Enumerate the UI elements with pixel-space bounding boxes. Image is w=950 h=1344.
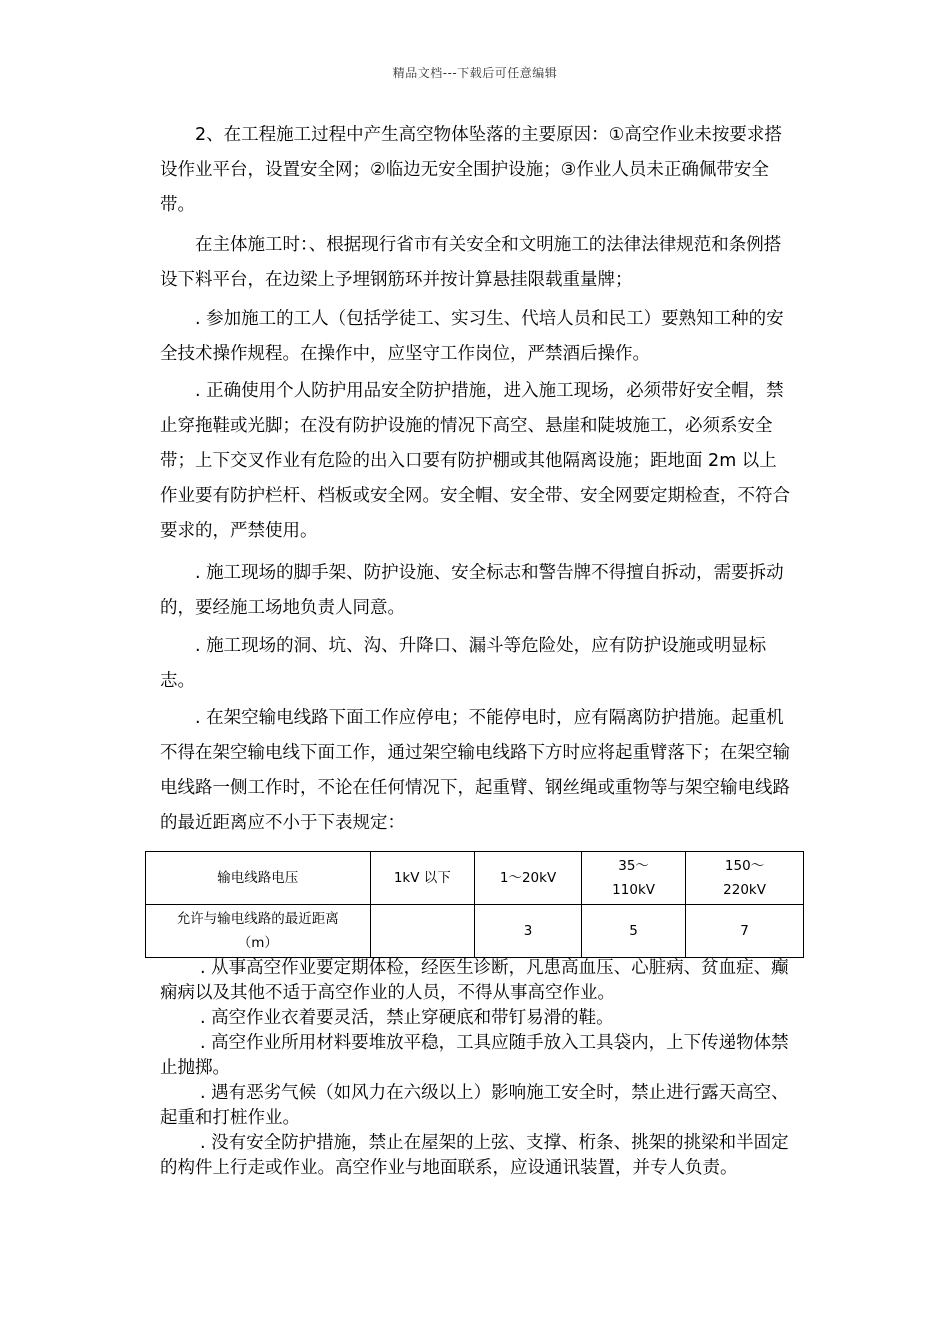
table-header-row — [146, 852, 804, 905]
table-cell: 5 — [582, 905, 686, 958]
table-cell: 允许与输电线路的最近距离 （m） — [146, 905, 371, 958]
table-cell — [370, 905, 474, 958]
paragraph: . 遇有恶劣气候（如风力在六级以上）影响施工安全时，禁止进行露天高空、起重和打桩作业。 — [160, 1083, 789, 1128]
table-row — [146, 905, 804, 958]
paragraph: 2、在工程施工过程中产生高空物体坠落的主要原因：①高空作业未按要求搭设作业平台，设置安全网；②临边无安全围护设施；③作业人员未正确佩带安全带。 — [160, 125, 782, 215]
table-cell: 35～ 110kV — [582, 852, 686, 905]
paragraph: . 施工现场的洞、坑、沟、升降口、漏斗等危险处，应有防护设施或明显标志。 — [160, 636, 767, 691]
paragraph: . 正确使用个人防护用品安全防护措施，进入施工现场，必须带好安全帽，禁止穿拖鞋或光脚；在没有防护设施的情况下高空、悬崖和陡坡施工，必须系安全带；上下交叉作业有危险的出入口要有防护棚或其他隔离设施；距地面 2m 以上作业要有防护栏杆、档板或安全网。安全帽、安全带、安全网要定期检查，不符合要求的，严禁使用。 — [160, 381, 790, 541]
paragraph: . 施工现场的脚手架、防护设施、安全标志和警告牌不得擅自拆动，需要拆动的，要经施工场地负责人同意。 — [160, 563, 784, 618]
table-cell: 1kV 以下 — [370, 852, 474, 905]
table-cell: 150～ 220kV — [686, 852, 804, 905]
table-cell: 3 — [475, 905, 582, 958]
paragraph: . 参加施工的工人（包括学徒工、实习生、代培人员和民工）要熟知工种的安全技术操作规程。在操作中，应坚守工作岗位，严禁酒后操作。 — [160, 309, 784, 364]
paragraph: . 高空作业所用材料要堆放平稳，工具应随手放入工具袋内，上下传递物体禁止抛掷。 — [160, 1033, 789, 1078]
paragraph: . 从事高空作业要定期体检，经医生诊断，凡患高血压、心脏病、贫血症、癫痫病以及其他不适于高空作业的人员，不得从事高空作业。 — [160, 958, 789, 1003]
table-cell: 7 — [686, 905, 804, 958]
paragraph: . 没有安全防护措施，禁止在屋架的上弦、支撑、桁条、挑架的挑梁和半固定的构件上行走或作业。高空作业与地面联系，应设通讯装置，并专人负责。 — [160, 1133, 789, 1178]
paragraph: . 在架空输电线路下面工作应停电；不能停电时，应有隔离防护措施。起重机不得在架空输电线下面工作，通过架空输电线路下方时应将起重臂落下；在架空输电线路一侧工作时，不论在任何情况下，起重臂、钢丝绳或重物等与架空输电线路的最近距离应不小于下表规定： — [160, 708, 790, 833]
paragraph: . 高空作业衣着要灵活，禁止穿硬底和带钉易滑的鞋。 — [200, 1008, 614, 1028]
distance-table — [145, 851, 804, 958]
table-cell: 1～20kV — [475, 852, 582, 905]
page-header: 精品文档---下载后可任意编辑 — [392, 66, 558, 80]
table-cell: 输电线路电压 — [146, 852, 371, 905]
paragraph: 在主体施工时：、根据现行省市有关安全和文明施工的法律法律规范和条例搭设下料平台，在边梁上予埋钢筋环并按计算悬挂限载重量牌； — [160, 235, 782, 290]
